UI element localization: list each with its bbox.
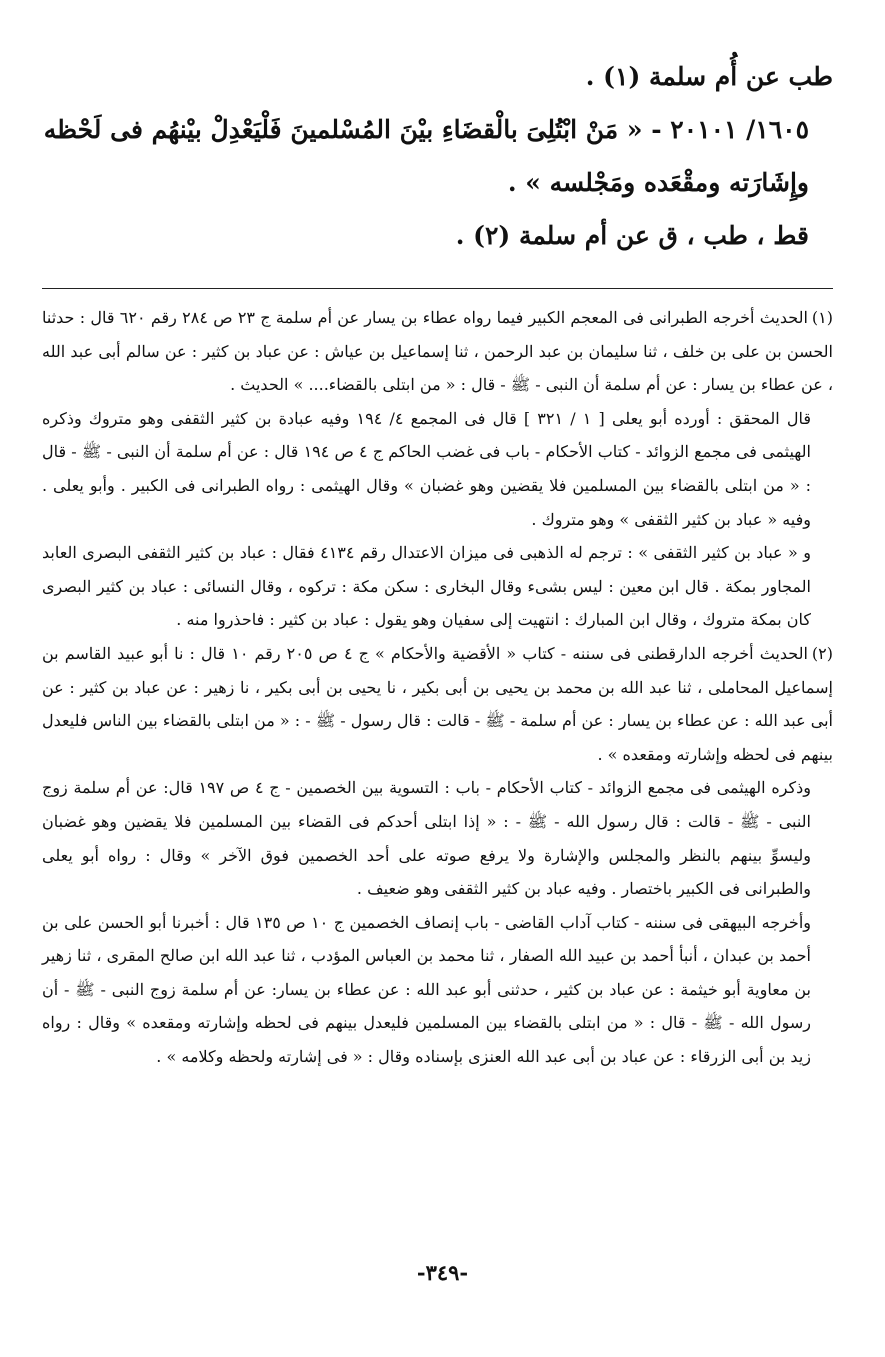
main-line-3: قط ، طب ، ق عن أم سلمة (٢) . bbox=[455, 221, 809, 250]
footnote-1-text-1: الحديث أخرجه الطبرانى فى المعجم الكبير فيما رواه عطاء بن يسار عن أم سلمة ج ٢٣ ص ٢٨٤ رقم ٦٢٠ قال : حدثنا الحسن بن على بن خلف ، ثنا سليمان بن عبد الرحمن ، ثنا إسماعيل بن عياش : عن عباد بن كثير : عن سالم أبى عبد الله ، عن عطاء بن يسار : عن أم سلمة أن النبى - ﷺ - قال : « من ابتلى بالقضاء.... » الحديث . bbox=[42, 308, 833, 395]
footnote-2-para-2: وذكره الهيثمى فى مجمع الزوائد - كتاب الأحكام - باب : التسوية بين الخصمين - ج ٤ ص ١٩٧ قال: عن أم سلمة زوج النبى - ﷺ - قالت : قال رسول الله - ﷺ - : « إذا ابتلى أحدكم فى القضاء بين المسلمين فلا يقضين وهو غضبان وليسوِّ بينهم بالنظر والمجلس والإشارة ولا يرفع صوته على أحد الخصمين فوق الآخر » وقال : رواه أبو يعلى والطبرانى فى الكبير باختصار . وفيه عباد بن كثير الثقفى وهو ضعيف . bbox=[42, 778, 812, 899]
footnote-1-number: (١) bbox=[811, 308, 834, 327]
footnote-2-para-1 bbox=[42, 637, 833, 771]
page-body bbox=[42, 50, 833, 1074]
footnote-2-number: (٢) bbox=[811, 643, 834, 663]
main-line-1: طب عن أُم سلمة (١) . bbox=[585, 62, 833, 91]
footnote-separator bbox=[42, 288, 833, 289]
footnote-2-text-1: الحديث أخرجه الدارقطنى فى سننه - كتاب « الأقضية والأحكام » ج ٤ ص ٢٠٥ رقم ١٠ قال : نا أبو عبيد القاسم بن إسماعيل المحاملى ، ثنا عبد الله بن محمد بن يحيى بن أبى بكير ، نا يحيى بن أبى بكير ، نا زهير : عن عباد بن كثير : عن أبى عبد الله : عن عطاء بن يسار : عن أم سلمة - ﷺ - قالت : قال رسول - ﷺ - : « من ابتلى بالقضاء بين الناس فليعدل بينهم فى لحظه وإشارته ومقعده » . bbox=[42, 643, 833, 764]
main-text bbox=[42, 50, 833, 262]
footnote-1-para-3: و « عباد بن كثير الثقفى » : ترجم له الذهبى فى ميزان الاعتدال رقم ٤١٣٤ فقال : عباد بن كثير الثقفى البصرى العابد المجاور بمكة . قال ابن معين : ليس بشىء وقال البخارى : سكن مكة : تركوه ، وقال النسائى : عباد بن كثير البصرى كان بمكة متروك ، وقال ابن المبارك : انتهيت إلى سفيان وهو يقول : عباد بن كثير : فاحذروا منه . bbox=[42, 543, 812, 630]
footnotes bbox=[42, 301, 833, 1074]
footnote-2-para-3: وأخرجه البيهقى فى سننه - كتاب آداب القاضى - باب إنصاف الخصمين ج ١٠ ص ١٣٥ قال : أخبرنا أبو الحسن على بن أحمد بن عبدان ، أنبأ أحمد بن عبيد الله الصفار ، ثنا محمد بن العباس المؤدب ، ثنا عبد الله ابن صالح المقرى ، ثنا زهير بن معاوية أبو خيثمة : عن عباد بن كثير ، حدثنى أبو عبد الله : عن عطاء بن يسار: عن أم سلمة زوج النبى - ﷺ - أن رسول الله - ﷺ - قال : « من ابتلى بالقضاء بين المسلمين فليعدل بينهم فى لحظه وإشارته ومقعده » وقال : رواه زيد بن أبى الزرقاء : عن عباد بن أبى عبد الله العنزى بإسناده وقال : « فى إشارته ولحظه وكلامه » . bbox=[42, 912, 811, 1067]
page-number: -٣٤٩- bbox=[416, 1260, 469, 1285]
hadith-text: ١٦٠٥/ ٢٠١٠١ - « مَنْ ابْتُلِىَ بالْقضَاءِ بيْنَ المُسْلمينَ فَلْيَعْدِلْ بيْنهُم فى لَحْظه وإِشَارَته ومقْعَده ومَجْلسه » . bbox=[43, 115, 809, 197]
footnote-1-para-1 bbox=[42, 301, 833, 402]
footnote-1-para-2: قال المحقق : أورده أبو يعلى [ ١ / ٣٢١ ] قال فى المجمع ٤/ ١٩٤ وفيه عبادة بن كثير الثقفى وهو متروك وذكره الهيثمى فى مجمع الزوائد - كتاب الأحكام - باب فى غضب الحاكم ج ٤ ص ١٩٤ قال : عن أم سلمة أن النبى - ﷺ - قال : « من ابتلى بالقضاء بين المسلمين فلا يقضين وهو غضبان » وقال الهيثمى : رواه الطبرانى فى الكبير . وأبو يعلى . وفيه « عباد بن كثير الثقفى » وهو متروك . bbox=[42, 408, 812, 529]
